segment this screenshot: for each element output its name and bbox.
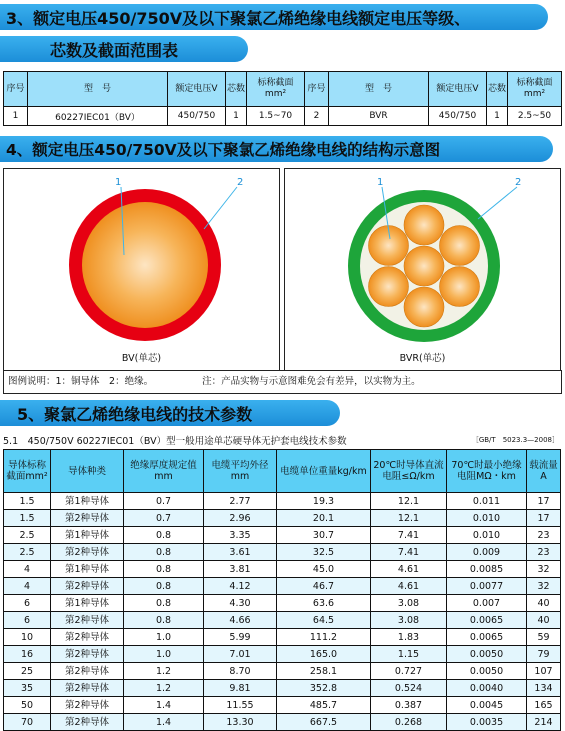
bv-diagram-panel: [3, 168, 280, 373]
bv-conductor: [82, 202, 208, 328]
marker-2-leader: [204, 187, 237, 229]
cell-unit-weight: 111.2: [277, 629, 371, 646]
cell-conductor-type: 第2种导体: [51, 697, 124, 714]
header-cores: 芯数: [487, 72, 508, 107]
header-cores: 芯数: [226, 72, 247, 107]
cell-outer-diameter: 2.77: [204, 493, 277, 510]
cell-current-capacity: 17: [527, 510, 561, 527]
table-row: [4, 680, 561, 697]
cell-dc-resistance: 3.08: [371, 595, 447, 612]
cell-nominal-section: 70: [4, 714, 51, 731]
copper-strand: [440, 226, 480, 266]
legend-note: 注：产品实物与示意图难免会有差异，以实物为主。: [202, 376, 421, 387]
table-row: [4, 595, 561, 612]
bvr-caption: BVR(单芯): [399, 353, 446, 364]
copper-strand: [368, 267, 408, 307]
cell-conductor-type: 第2种导体: [51, 578, 124, 595]
cell-insulation-thickness: 1.0: [124, 646, 204, 663]
section5-subtitle: 5.1 450/750V 60227IEC01（BV）型一般用途单芯硬导体无护套电线技术参数: [3, 436, 347, 447]
cell-conductor-type: 第2种导体: [51, 612, 124, 629]
cell-unit-weight: 30.7: [277, 527, 371, 544]
cell-conductor-type: 第2种导体: [51, 680, 124, 697]
row1-voltage: 450/750: [168, 107, 226, 126]
header-section: 标称截面mm²: [508, 72, 562, 107]
table-row: [4, 493, 561, 510]
cell-insulation-thickness: 0.8: [124, 561, 204, 578]
cell-insulation-thickness: 0.8: [124, 527, 204, 544]
header-current-capacity: 载流量 A: [527, 450, 561, 493]
cell-nominal-section: 2.5: [4, 544, 51, 561]
cell-dc-resistance: 0.268: [371, 714, 447, 731]
cell-insulation-resistance: 0.0050: [447, 663, 527, 680]
cell-unit-weight: 352.8: [277, 680, 371, 697]
cell-nominal-section: 50: [4, 697, 51, 714]
cell-insulation-thickness: 0.8: [124, 595, 204, 612]
table-row: [4, 510, 561, 527]
cell-outer-diameter: 9.81: [204, 680, 277, 697]
cell-dc-resistance: 12.1: [371, 510, 447, 527]
cell-insulation-resistance: 0.0065: [447, 629, 527, 646]
cell-nominal-section: 2.5: [4, 527, 51, 544]
cell-outer-diameter: 11.55: [204, 697, 277, 714]
marker-2: 2: [515, 177, 522, 188]
header-voltage: 额定电压V: [168, 72, 226, 107]
cell-current-capacity: 214: [527, 714, 561, 731]
section4-title: 4、额定电压450/750V及以下聚氯乙烯绝缘电线的结构示意图: [6, 141, 441, 159]
cell-insulation-thickness: 1.0: [124, 629, 204, 646]
cell-current-capacity: 32: [527, 578, 561, 595]
cell-insulation-resistance: 0.0045: [447, 697, 527, 714]
cell-insulation-thickness: 0.8: [124, 544, 204, 561]
header-model: 型 号: [28, 72, 168, 107]
header-conductor-type: 导体种类: [51, 450, 124, 493]
legend-text: 图例说明：1：铜导体 2：绝缘。: [8, 376, 154, 387]
cell-insulation-resistance: 0.0077: [447, 578, 527, 595]
cell-outer-diameter: 3.35: [204, 527, 277, 544]
cell-conductor-type: 第1种导体: [51, 527, 124, 544]
standard-ref: ［GB/T 5023.3—2008］: [471, 436, 559, 444]
cell-insulation-resistance: 0.007: [447, 595, 527, 612]
cell-current-capacity: 165: [527, 697, 561, 714]
copper-strand: [440, 267, 480, 307]
table-row: [4, 561, 561, 578]
cell-insulation-resistance: 0.0040: [447, 680, 527, 697]
bvr-cross-section: [285, 169, 560, 349]
cell-conductor-type: 第1种导体: [51, 595, 124, 612]
header-insulation-resistance: 70℃时最小绝缘电阻MΩ・km: [447, 450, 527, 493]
cell-insulation-resistance: 0.010: [447, 527, 527, 544]
cell-insulation-resistance: 0.0050: [447, 646, 527, 663]
cell-outer-diameter: 4.12: [204, 578, 277, 595]
table-row: [4, 629, 561, 646]
cell-current-capacity: 23: [527, 544, 561, 561]
section3-title-line1: 3、额定电压450/750V及以下聚氯乙烯绝缘电线额定电压等级、: [6, 9, 471, 28]
cell-current-capacity: 59: [527, 629, 561, 646]
cell-outer-diameter: 4.66: [204, 612, 277, 629]
cell-unit-weight: 63.6: [277, 595, 371, 612]
table-row: [4, 612, 561, 629]
header-voltage: 额定电压V: [429, 72, 487, 107]
header-nominal-section: 导体标称截面mm²: [4, 450, 51, 493]
header-insulation-thickness: 绝缘厚度规定值 mm: [124, 450, 204, 493]
row2-no: 2: [305, 107, 329, 126]
cell-unit-weight: 485.7: [277, 697, 371, 714]
cell-nominal-section: 10: [4, 629, 51, 646]
cell-nominal-section: 6: [4, 612, 51, 629]
cell-outer-diameter: 8.70: [204, 663, 277, 680]
table-row: [4, 527, 561, 544]
copper-strand: [404, 205, 444, 245]
voltage-range-table: [3, 71, 562, 126]
cell-nominal-section: 4: [4, 578, 51, 595]
table-row: [4, 578, 561, 595]
section3-title-line2: 芯数及截面范围表: [50, 41, 179, 60]
table-row: [4, 663, 561, 680]
marker-2-leader: [478, 187, 517, 219]
cell-nominal-section: 1.5: [4, 510, 51, 527]
table-row: [4, 544, 561, 561]
cell-outer-diameter: 3.81: [204, 561, 277, 578]
bvr-diagram-panel: [284, 168, 561, 373]
section5-title: 5、聚氯乙烯绝缘电线的技术参数: [17, 405, 253, 424]
cell-dc-resistance: 0.727: [371, 663, 447, 680]
cell-insulation-thickness: 0.8: [124, 578, 204, 595]
cell-dc-resistance: 1.15: [371, 646, 447, 663]
cell-insulation-resistance: 0.0085: [447, 561, 527, 578]
header-outer-diameter: 电缆平均外径 mm: [204, 450, 277, 493]
row2-model: BVR: [329, 107, 429, 126]
cell-dc-resistance: 1.83: [371, 629, 447, 646]
cell-current-capacity: 134: [527, 680, 561, 697]
cell-insulation-thickness: 0.8: [124, 612, 204, 629]
cell-insulation-thickness: 0.7: [124, 493, 204, 510]
technical-params-table: [3, 449, 561, 731]
cell-unit-weight: 64.5: [277, 612, 371, 629]
marker-1: 1: [377, 177, 384, 188]
cell-insulation-resistance: 0.0035: [447, 714, 527, 731]
cell-nominal-section: 35: [4, 680, 51, 697]
cell-insulation-thickness: 1.2: [124, 663, 204, 680]
cell-nominal-section: 16: [4, 646, 51, 663]
cell-current-capacity: 107: [527, 663, 561, 680]
cell-dc-resistance: 3.08: [371, 612, 447, 629]
row2-section: 2.5~50: [508, 107, 562, 126]
cell-dc-resistance: 7.41: [371, 544, 447, 561]
cell-insulation-thickness: 1.4: [124, 697, 204, 714]
cell-nominal-section: 1.5: [4, 493, 51, 510]
cell-insulation-resistance: 0.0065: [447, 612, 527, 629]
cell-nominal-section: 6: [4, 595, 51, 612]
cell-dc-resistance: 4.61: [371, 578, 447, 595]
cell-outer-diameter: 2.96: [204, 510, 277, 527]
table-row: [4, 646, 561, 663]
cell-outer-diameter: 3.61: [204, 544, 277, 561]
cell-conductor-type: 第2种导体: [51, 663, 124, 680]
cell-unit-weight: 46.7: [277, 578, 371, 595]
cell-unit-weight: 258.1: [277, 663, 371, 680]
copper-strand: [404, 287, 444, 327]
header-unit-weight: 电缆单位重量kg/km: [277, 450, 371, 493]
cell-insulation-thickness: 1.4: [124, 714, 204, 731]
header-model: 型 号: [329, 72, 429, 107]
cell-nominal-section: 4: [4, 561, 51, 578]
diagram-legend: [3, 370, 562, 394]
cell-conductor-type: 第2种导体: [51, 714, 124, 731]
row2-voltage: 450/750: [429, 107, 487, 126]
table-row: [4, 714, 561, 731]
header-no: 序号: [305, 72, 329, 107]
header-section: 标称截面mm²: [247, 72, 305, 107]
cell-current-capacity: 32: [527, 561, 561, 578]
cell-current-capacity: 79: [527, 646, 561, 663]
cell-conductor-type: 第2种导体: [51, 510, 124, 527]
cell-insulation-thickness: 0.7: [124, 510, 204, 527]
cell-insulation-thickness: 1.2: [124, 680, 204, 697]
header-dc-resistance: 20℃时导体直流电阻≤Ω/km: [371, 450, 447, 493]
cell-insulation-resistance: 0.009: [447, 544, 527, 561]
cell-unit-weight: 667.5: [277, 714, 371, 731]
technical-params-body: [4, 493, 561, 731]
marker-2: 2: [237, 177, 244, 188]
cell-unit-weight: 165.0: [277, 646, 371, 663]
cell-current-capacity: 40: [527, 595, 561, 612]
table-row: [4, 697, 561, 714]
cell-current-capacity: 40: [527, 612, 561, 629]
row1-no: 1: [4, 107, 28, 126]
cell-nominal-section: 25: [4, 663, 51, 680]
cell-dc-resistance: 0.387: [371, 697, 447, 714]
bv-cross-section: [4, 169, 279, 349]
cell-outer-diameter: 4.30: [204, 595, 277, 612]
cell-outer-diameter: 5.99: [204, 629, 277, 646]
copper-strand: [404, 246, 444, 286]
cell-dc-resistance: 4.61: [371, 561, 447, 578]
row1-section: 1.5~70: [247, 107, 305, 126]
cell-current-capacity: 23: [527, 527, 561, 544]
header-no: 序号: [4, 72, 28, 107]
cell-unit-weight: 45.0: [277, 561, 371, 578]
cell-conductor-type: 第1种导体: [51, 561, 124, 578]
cell-unit-weight: 32.5: [277, 544, 371, 561]
cell-conductor-type: 第2种导体: [51, 544, 124, 561]
row2-cores: 1: [487, 107, 508, 126]
cell-conductor-type: 第1种导体: [51, 493, 124, 510]
row1-cores: 1: [226, 107, 247, 126]
bv-caption: BV(单芯): [121, 353, 162, 364]
row1-model: 60227IEC01（BV）: [28, 107, 168, 126]
marker-1: 1: [115, 177, 122, 188]
cell-conductor-type: 第2种导体: [51, 629, 124, 646]
cell-insulation-resistance: 0.011: [447, 493, 527, 510]
cell-current-capacity: 17: [527, 493, 561, 510]
cell-conductor-type: 第2种导体: [51, 646, 124, 663]
cell-dc-resistance: 0.524: [371, 680, 447, 697]
cell-outer-diameter: 7.01: [204, 646, 277, 663]
cell-dc-resistance: 12.1: [371, 493, 447, 510]
cell-outer-diameter: 13.30: [204, 714, 277, 731]
cell-insulation-resistance: 0.010: [447, 510, 527, 527]
cell-unit-weight: 19.3: [277, 493, 371, 510]
cell-unit-weight: 20.1: [277, 510, 371, 527]
cell-dc-resistance: 7.41: [371, 527, 447, 544]
